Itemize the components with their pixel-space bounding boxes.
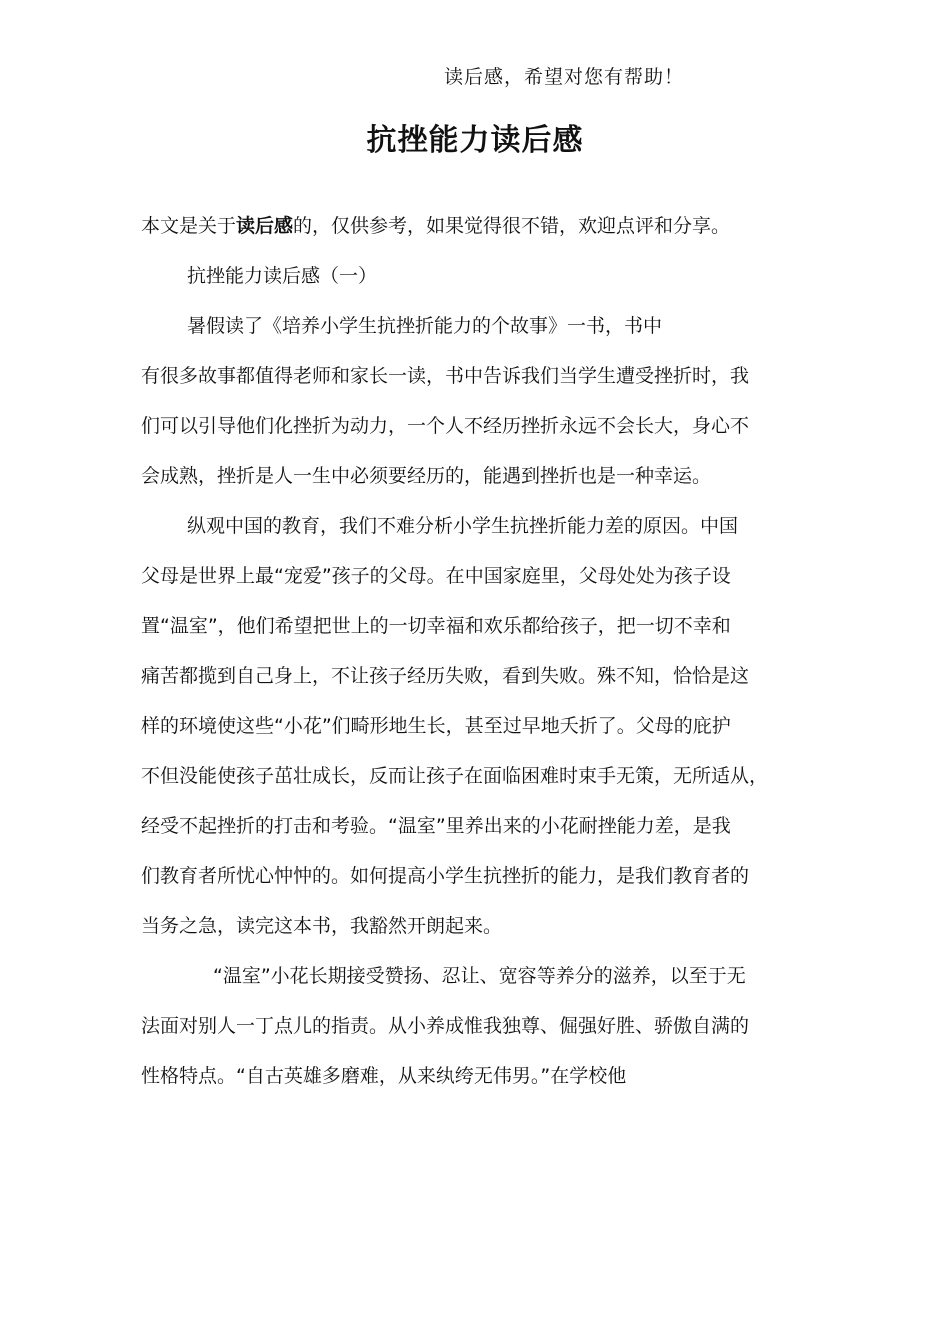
document-title: 抗挫能力读后感 [366, 123, 584, 158]
intro-paragraph [141, 213, 730, 239]
text-line: 们教育者所忧心忡忡的。如何提高小学生抗挫折的能力，是我们教育者的 [141, 865, 750, 887]
text-line: 父母是世界上最“宠爱”孩子的父母。在中国家庭里，父母处处为孩子设 [141, 565, 731, 587]
intro-suffix: 的，仅供参考，如果觉得很不错，欢迎点评和分享。 [293, 215, 731, 237]
text-line: 置“温室”，他们希望把世上的一切幸福和欢乐都给孩子，把一切不幸和 [141, 615, 731, 637]
intro-prefix: 本文是关于 [141, 215, 237, 237]
text-line: 们可以引导他们化挫折为动力，一个人不经历挫折永远不会长大，身心不 [141, 415, 750, 437]
text-line: “温室”小花长期接受赞扬、忍让、宽容等养分的滋养，以至于无 [213, 965, 746, 987]
text-line: 会成熟，挫折是人一生中必须要经历的，能遇到挫折也是一种幸运。 [141, 465, 712, 487]
text-line: 有很多故事都值得老师和家长一读，书中告诉我们当学生遭受挫折时，我 [141, 365, 750, 387]
text-line: 法面对别人一丁点儿的指责。从小养成惟我独尊、倔强好胜、骄傲自满的 [141, 1015, 750, 1037]
header-note: 读后感，希望对您有帮助！ [444, 66, 685, 88]
text-line: 性格特点。“自古英雄多磨难，从来纨绔无伟男。”在学校他 [141, 1065, 627, 1087]
section-heading: 抗挫能力读后感（一） [187, 265, 378, 287]
text-line: 不但没能使孩子茁壮成长，反而让孩子在面临困难时束手无策，无所适从， [141, 765, 769, 787]
text-line: 当务之急，读完这本书，我豁然开朗起来。 [141, 915, 503, 937]
text-line: 样的环境使这些“小花”们畸形地生长，甚至过早地夭折了。父母的庇护 [141, 715, 731, 737]
intro-keyword: 读后感 [236, 215, 294, 237]
text-line: 暑假读了《培养小学生抗挫折能力的个故事》一书，书中 [187, 315, 663, 337]
text-line: 痛苦都揽到自己身上，不让孩子经历失败，看到失败。殊不知，恰恰是这 [141, 665, 750, 687]
text-line: 经受不起挫折的打击和考验。“温室”里养出来的小花耐挫能力差，是我 [141, 815, 731, 837]
text-line: 纵观中国的教育，我们不难分析小学生抗挫折能力差的原因。中国 [187, 515, 739, 537]
